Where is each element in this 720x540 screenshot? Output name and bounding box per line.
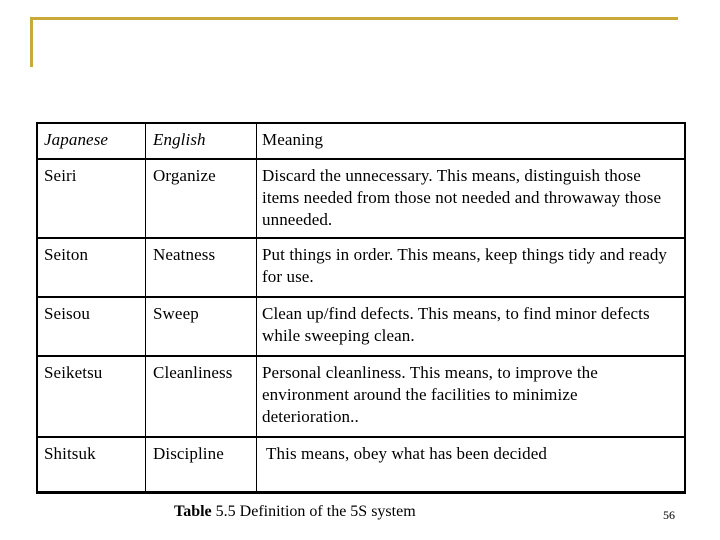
table-caption bbox=[174, 503, 416, 521]
cell-japanese: Seiri bbox=[44, 166, 77, 185]
cell-meaning: Personal cleanliness. This means, to improve the environment around the facilities to minimize deterioration.. bbox=[262, 363, 598, 426]
cell-japanese: Seiketsu bbox=[44, 363, 103, 382]
table-header-row bbox=[38, 124, 684, 160]
caption-label: Table bbox=[174, 503, 212, 520]
cell-japanese: Shitsuk bbox=[44, 444, 96, 463]
table-row bbox=[38, 298, 684, 357]
caption-text: 5.5 Definition of the 5S system bbox=[211, 503, 416, 520]
cell-english: Discipline bbox=[153, 444, 224, 463]
header-english: English bbox=[153, 130, 206, 149]
table-row bbox=[38, 357, 684, 438]
cell-meaning: Discard the unnecessary. This means, distinguish those items needed from those not needed and throwaway those unneeded. bbox=[262, 166, 662, 229]
header-meaning: Meaning bbox=[262, 130, 324, 149]
cell-english: Organize bbox=[153, 166, 216, 185]
page-number: 56 bbox=[663, 508, 675, 522]
cell-japanese: Seisou bbox=[44, 304, 90, 323]
slide-frame-left-line bbox=[30, 17, 33, 67]
cell-english: Sweep bbox=[153, 304, 199, 323]
table-row bbox=[38, 438, 684, 491]
definition-table bbox=[36, 122, 686, 494]
cell-meaning: This means, obey what has been decided bbox=[262, 444, 547, 463]
cell-english: Neatness bbox=[153, 245, 216, 264]
cell-meaning: Clean up/find defects. This means, to find minor defects while sweeping clean. bbox=[262, 304, 650, 345]
slide-frame-top-line bbox=[30, 17, 678, 20]
cell-meaning: Put things in order. This means, keep things tidy and ready for use. bbox=[262, 245, 668, 286]
cell-japanese: Seiton bbox=[44, 245, 89, 264]
cell-english: Cleanliness bbox=[153, 363, 233, 382]
table-row bbox=[38, 160, 684, 239]
table-row bbox=[38, 239, 684, 298]
header-japanese: Japanese bbox=[44, 130, 109, 149]
